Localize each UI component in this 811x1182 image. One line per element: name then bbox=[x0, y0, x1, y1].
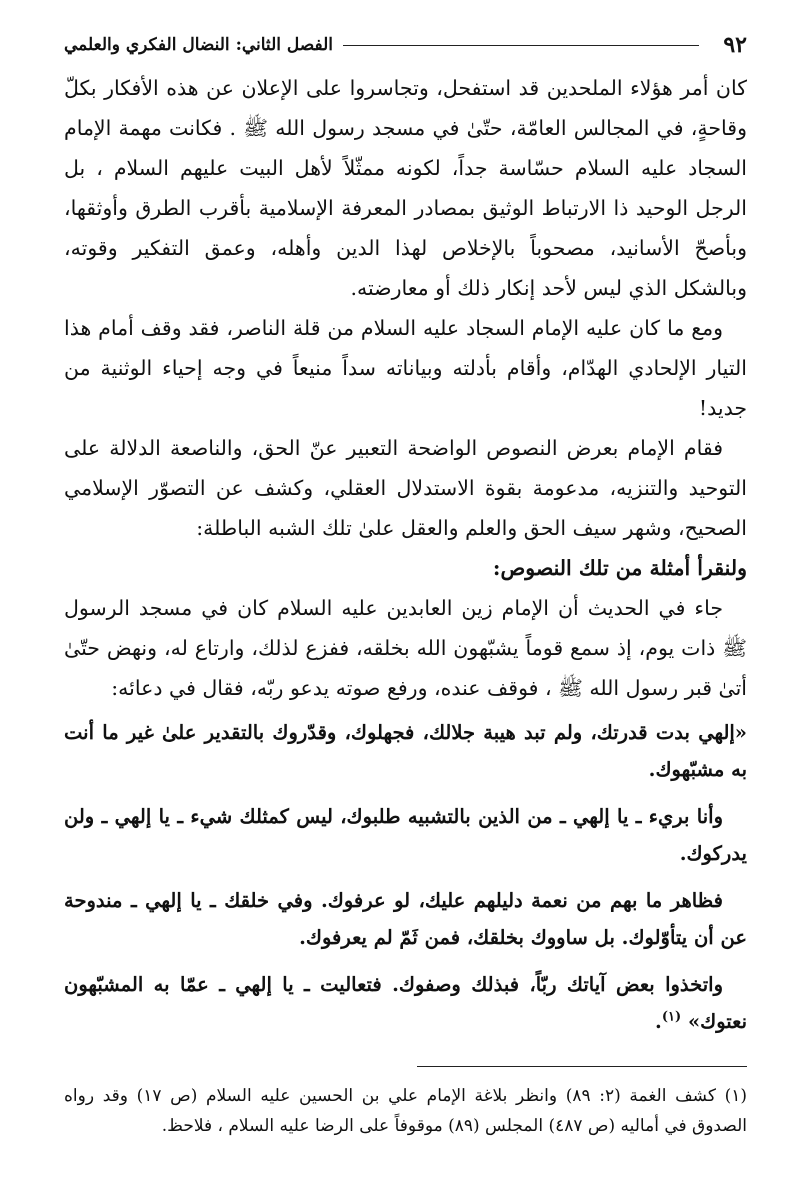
page-number: ٩٢ bbox=[723, 32, 747, 58]
running-header bbox=[64, 28, 747, 62]
footnote: (١) كشف الغمة (٢: ٨٩) وانظر بلاغة الإمام علي بن الحسين عليه السلام (ص ١٧) وقد رواه الصدوق في أماليه (ص ٤٨٧) المجلس (٨٩) موقوفاً على الرضا عليه السلام ، فلاحظ. bbox=[64, 1086, 747, 1136]
footnote-reference[interactable]: (١) bbox=[661, 1009, 682, 1025]
quoted-supplication bbox=[64, 966, 747, 1040]
quote-text: واتخذوا بعض آياتك ربّاً، فبذلك وصفوك. فتعاليت ـ يا إلهي ـ عمّا به المشبّهون نعتوك» bbox=[64, 973, 747, 1033]
footnotes bbox=[64, 1081, 747, 1141]
footnote-divider bbox=[417, 1066, 747, 1067]
paragraph: ومع ما كان عليه الإمام السجاد عليه السلام من قلة الناصر، فقد وقف أمام هذا التيار الإلحادي الهدّام، وأقام بأدلته وبياناته سداً منيعاً في وجه إحياء الوثنية من جديد! bbox=[64, 316, 747, 420]
main-text bbox=[64, 68, 747, 1040]
header-divider bbox=[343, 45, 699, 46]
paragraph: كان أمر هؤلاء الملحدين قد استفحل، وتجاسروا على الإعلان عن هذه الأفكار بكلّ وقاحةٍ، في المجالس العامّة، حتّىٰ في مسجد رسول الله ﷺ . فكانت مهمة الإمام السجاد عليه السلام حسّاسة جداً، لكونه ممثّلاً لأهل البيت عليهم السلام ، بل الرجل الوحيد ذا الارتباط الوثيق بمصادر المعرفة الإسلامية بأقرب الطرق وأوثقها، وبأصحّ الأسانيد، مصحوباً بالإخلاص لهذا الدين وأهله، وعمق التفكير وقوته، وبالشكل الذي ليس لأحد إنكار ذلك أو معارضته. bbox=[64, 76, 747, 300]
quoted-supplication: وأنا بريء ـ يا إلهي ـ من الذين بالتشبيه طلبوك، ليس كمثلك شيء ـ يا إلهي ـ ولن يدركوك. bbox=[64, 805, 747, 865]
quoted-supplication: فظاهر ما بهم من نعمة دليلهم عليك، لو عرفوك. وفي خلقك ـ يا إلهي ـ مندوحة عن أن يتأوّلوك. بل ساووك بخلقك، فمن ثَمّ لم يعرفوك. bbox=[64, 889, 747, 949]
quoted-supplication: «إلهي بدت قدرتك، ولم تبد هيبة جلالك، فجهلوك، وقدّروك بالتقدير علىٰ غير ما أنت به مشبّهوك. bbox=[64, 721, 747, 781]
section-subheading: ولنقرأ أمثلة من تلك النصوص: bbox=[492, 556, 747, 580]
paragraph: جاء في الحديث أن الإمام زين العابدين عليه السلام كان في مسجد الرسول ﷺ ذات يوم، إذ سمع قوماً يشبّهون الله بخلقه، ففزع لذلك، وارتاع له، ونهض حتّىٰ أتىٰ قبر رسول الله ﷺ ، فوقف عنده، ورفع صوته يدعو ربّه، فقال في دعائه: bbox=[64, 596, 747, 700]
book-page bbox=[64, 28, 747, 1182]
paragraph: فقام الإمام بعرض النصوص الواضحة التعبير عنّ الحق، والناصعة الدلالة على التوحيد والتنزيه، مدعومة بقوة الاستدلال العقلي، وكشف عن التصوّر الإسلامي الصحيح، وشهر سيف الحق والعلم والعقل علىٰ تلك الشبه الباطلة: bbox=[64, 436, 747, 540]
quote-tail: . bbox=[655, 1010, 662, 1033]
chapter-title: الفصل الثاني: النضال الفكري والعلمي bbox=[64, 35, 334, 55]
